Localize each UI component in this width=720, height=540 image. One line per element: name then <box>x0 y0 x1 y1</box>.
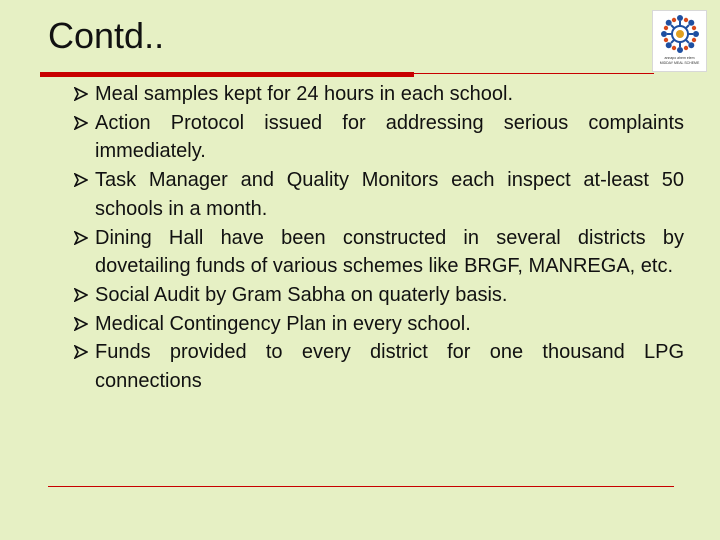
bullet-item <box>74 281 684 310</box>
bullet-text: Action Protocol issued for addressing serious complaints immediately. <box>95 111 684 163</box>
bullet-item <box>74 338 684 395</box>
bullet-item <box>74 80 684 109</box>
title-underline-thick <box>40 72 414 77</box>
bullet-item <box>74 109 684 166</box>
bullet-text: Social Audit by Gram Sabha on quaterly basis. <box>95 283 508 306</box>
bullet-text: Meal samples kept for 24 hours in each school. <box>95 83 513 105</box>
bottom-divider <box>48 486 674 487</box>
bullet-text: Medical Contingency Plan in every school. <box>95 312 471 335</box>
logo-caption-line1: annapo ahem elem <box>664 56 695 60</box>
title-underline-thin <box>414 73 654 74</box>
arrow-bullet-icon <box>74 80 90 109</box>
people-circle-logo-icon <box>659 13 701 55</box>
slide-title: Contd.. <box>48 15 165 56</box>
arrow-bullet-icon <box>74 281 90 310</box>
bullet-item <box>74 310 684 339</box>
logo-caption-line2: MIDDAY MEAL SCHEME <box>659 60 700 65</box>
logo <box>652 10 707 72</box>
bullet-item <box>74 166 684 223</box>
bullet-text: Dining Hall have been constructed in several districts by dovetailing funds of various schemes like BRGF, MANREGA, etc. <box>95 226 684 278</box>
arrow-bullet-icon <box>74 224 90 253</box>
bullet-item <box>74 224 684 281</box>
arrow-bullet-icon <box>74 109 90 138</box>
bullet-text: Task Manager and Quality Monitors each inspect at-least 50 schools in a month. <box>95 169 684 220</box>
logo-caption <box>655 56 704 65</box>
arrow-bullet-icon <box>74 310 90 339</box>
bullet-text: Funds provided to every district for one thousand LPG connections <box>95 341 684 393</box>
bullet-list <box>74 80 684 396</box>
arrow-bullet-icon <box>74 338 90 367</box>
arrow-bullet-icon <box>74 166 90 195</box>
